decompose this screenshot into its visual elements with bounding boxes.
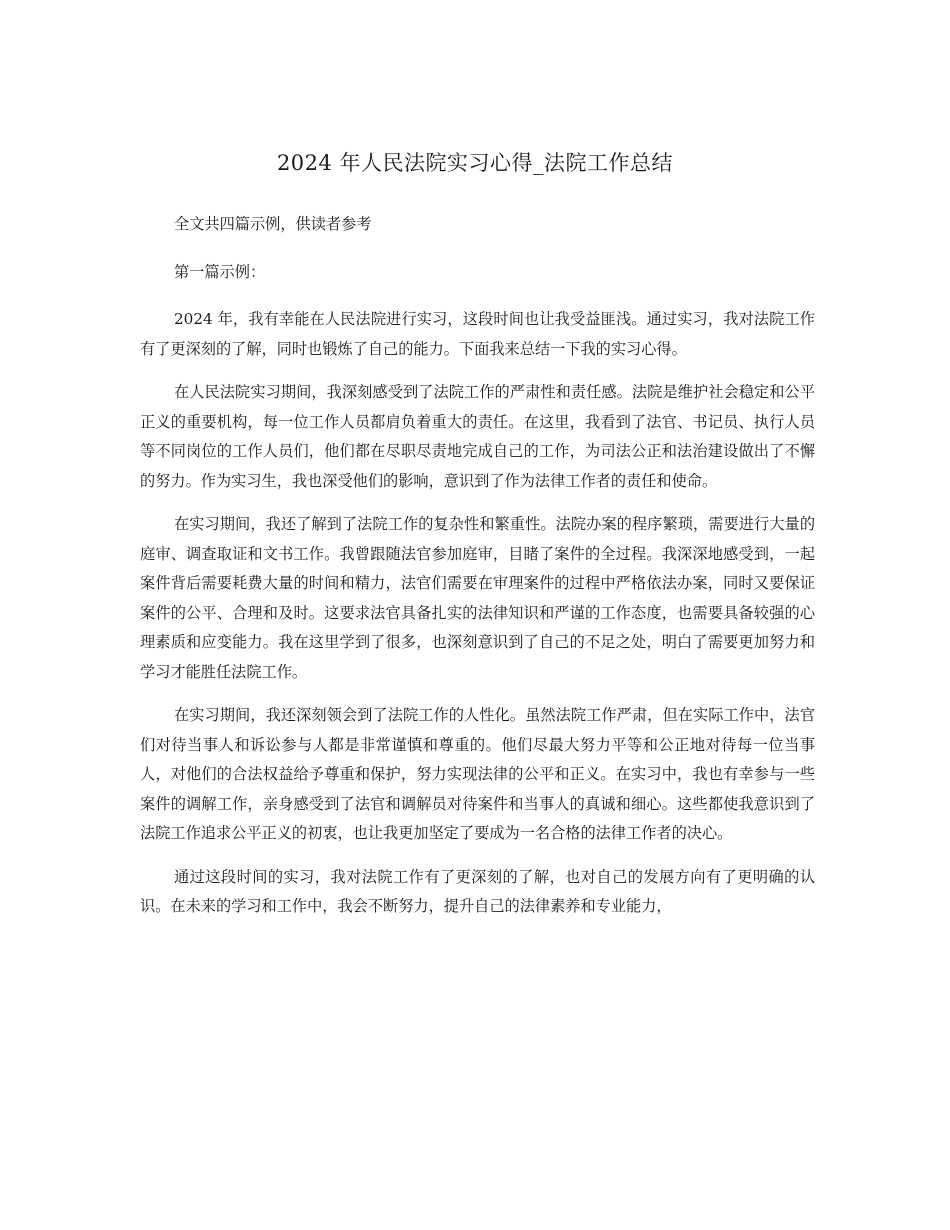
paragraph-section-heading: 第一篇示例：	[174, 262, 266, 281]
paragraph-2: 在人民法院实习期间，我深刻感受到了法院工作的严肃性和责任感。法院是维护社会稳定和公平正义的重要机构，每一位工作人员都肩负着重大的责任。在这里，我看到了法官、书记员、执行人员等不同岗位的工作人员们，他们都在尽职尽责地完成自己的工作，为司法公正和法治建设做出了不懈的努力。作为实习生，我也深受他们的影响，意识到了作为法律工作者的责任和使命。	[140, 383, 815, 490]
paragraph-intro: 全文共四篇示例，供读者参考	[174, 215, 372, 233]
paragraph-5: 通过这段时间的实习，我对法院工作有了更深刻的了解，也对自己的发展方向有了更明确的认识。在未来的学习和工作中，我会不断努力，提升自己的法律素养和专业能力，	[140, 867, 815, 915]
paragraph-3: 在实习期间，我还了解到了法院工作的复杂性和繁重性。法院办案的程序繁琐，需要进行大量的庭审、调查取证和文书工作。我曾跟随法官参加庭审，目睹了案件的全过程。我深深地感受到，一起案件背后需要耗费大量的时间和精力，法官们需要在审理案件的过程中严格依法办案，同时又要保证案件的公平、合理和及时。这要求法官具备扎实的法律知识和严谨的工作态度，也需要具备较强的心理素质和应变能力。我在这里学到了很多，也深刻意识到了自己的不足之处，明白了需要更加努力和学习才能胜任法院工作。	[140, 515, 815, 681]
paragraph-4: 在实习期间，我还深刻领会到了法院工作的人性化。虽然法院工作严肃，但在实际工作中，法官们对待当事人和诉讼参与人都是非常谨慎和尊重的。他们尽最大努力平等和公正地对待每一位当事人，对他们的合法权益给予尊重和保护，努力实现法律的公平和正义。在实习中，我也有幸参与一些案件的调解工作，亲身感受到了法官和调解员对待案件和当事人的真诚和细心。这些都使我意识到了法院工作追求公平正义的初衷，也让我更加坚定了要成为一名合格的法律工作者的决心。	[140, 706, 815, 842]
document-body	[140, 210, 815, 936]
paragraph-1: 2024 年，我有幸能在人民法院进行实习，这段时间也让我受益匪浅。通过实习，我对法院工作有了更深刻的了解，同时也锻炼了自己的能力。下面我来总结一下我的实习心得。	[140, 310, 815, 358]
document-title: 2024 年人民法院实习心得_法院工作总结	[276, 151, 674, 175]
